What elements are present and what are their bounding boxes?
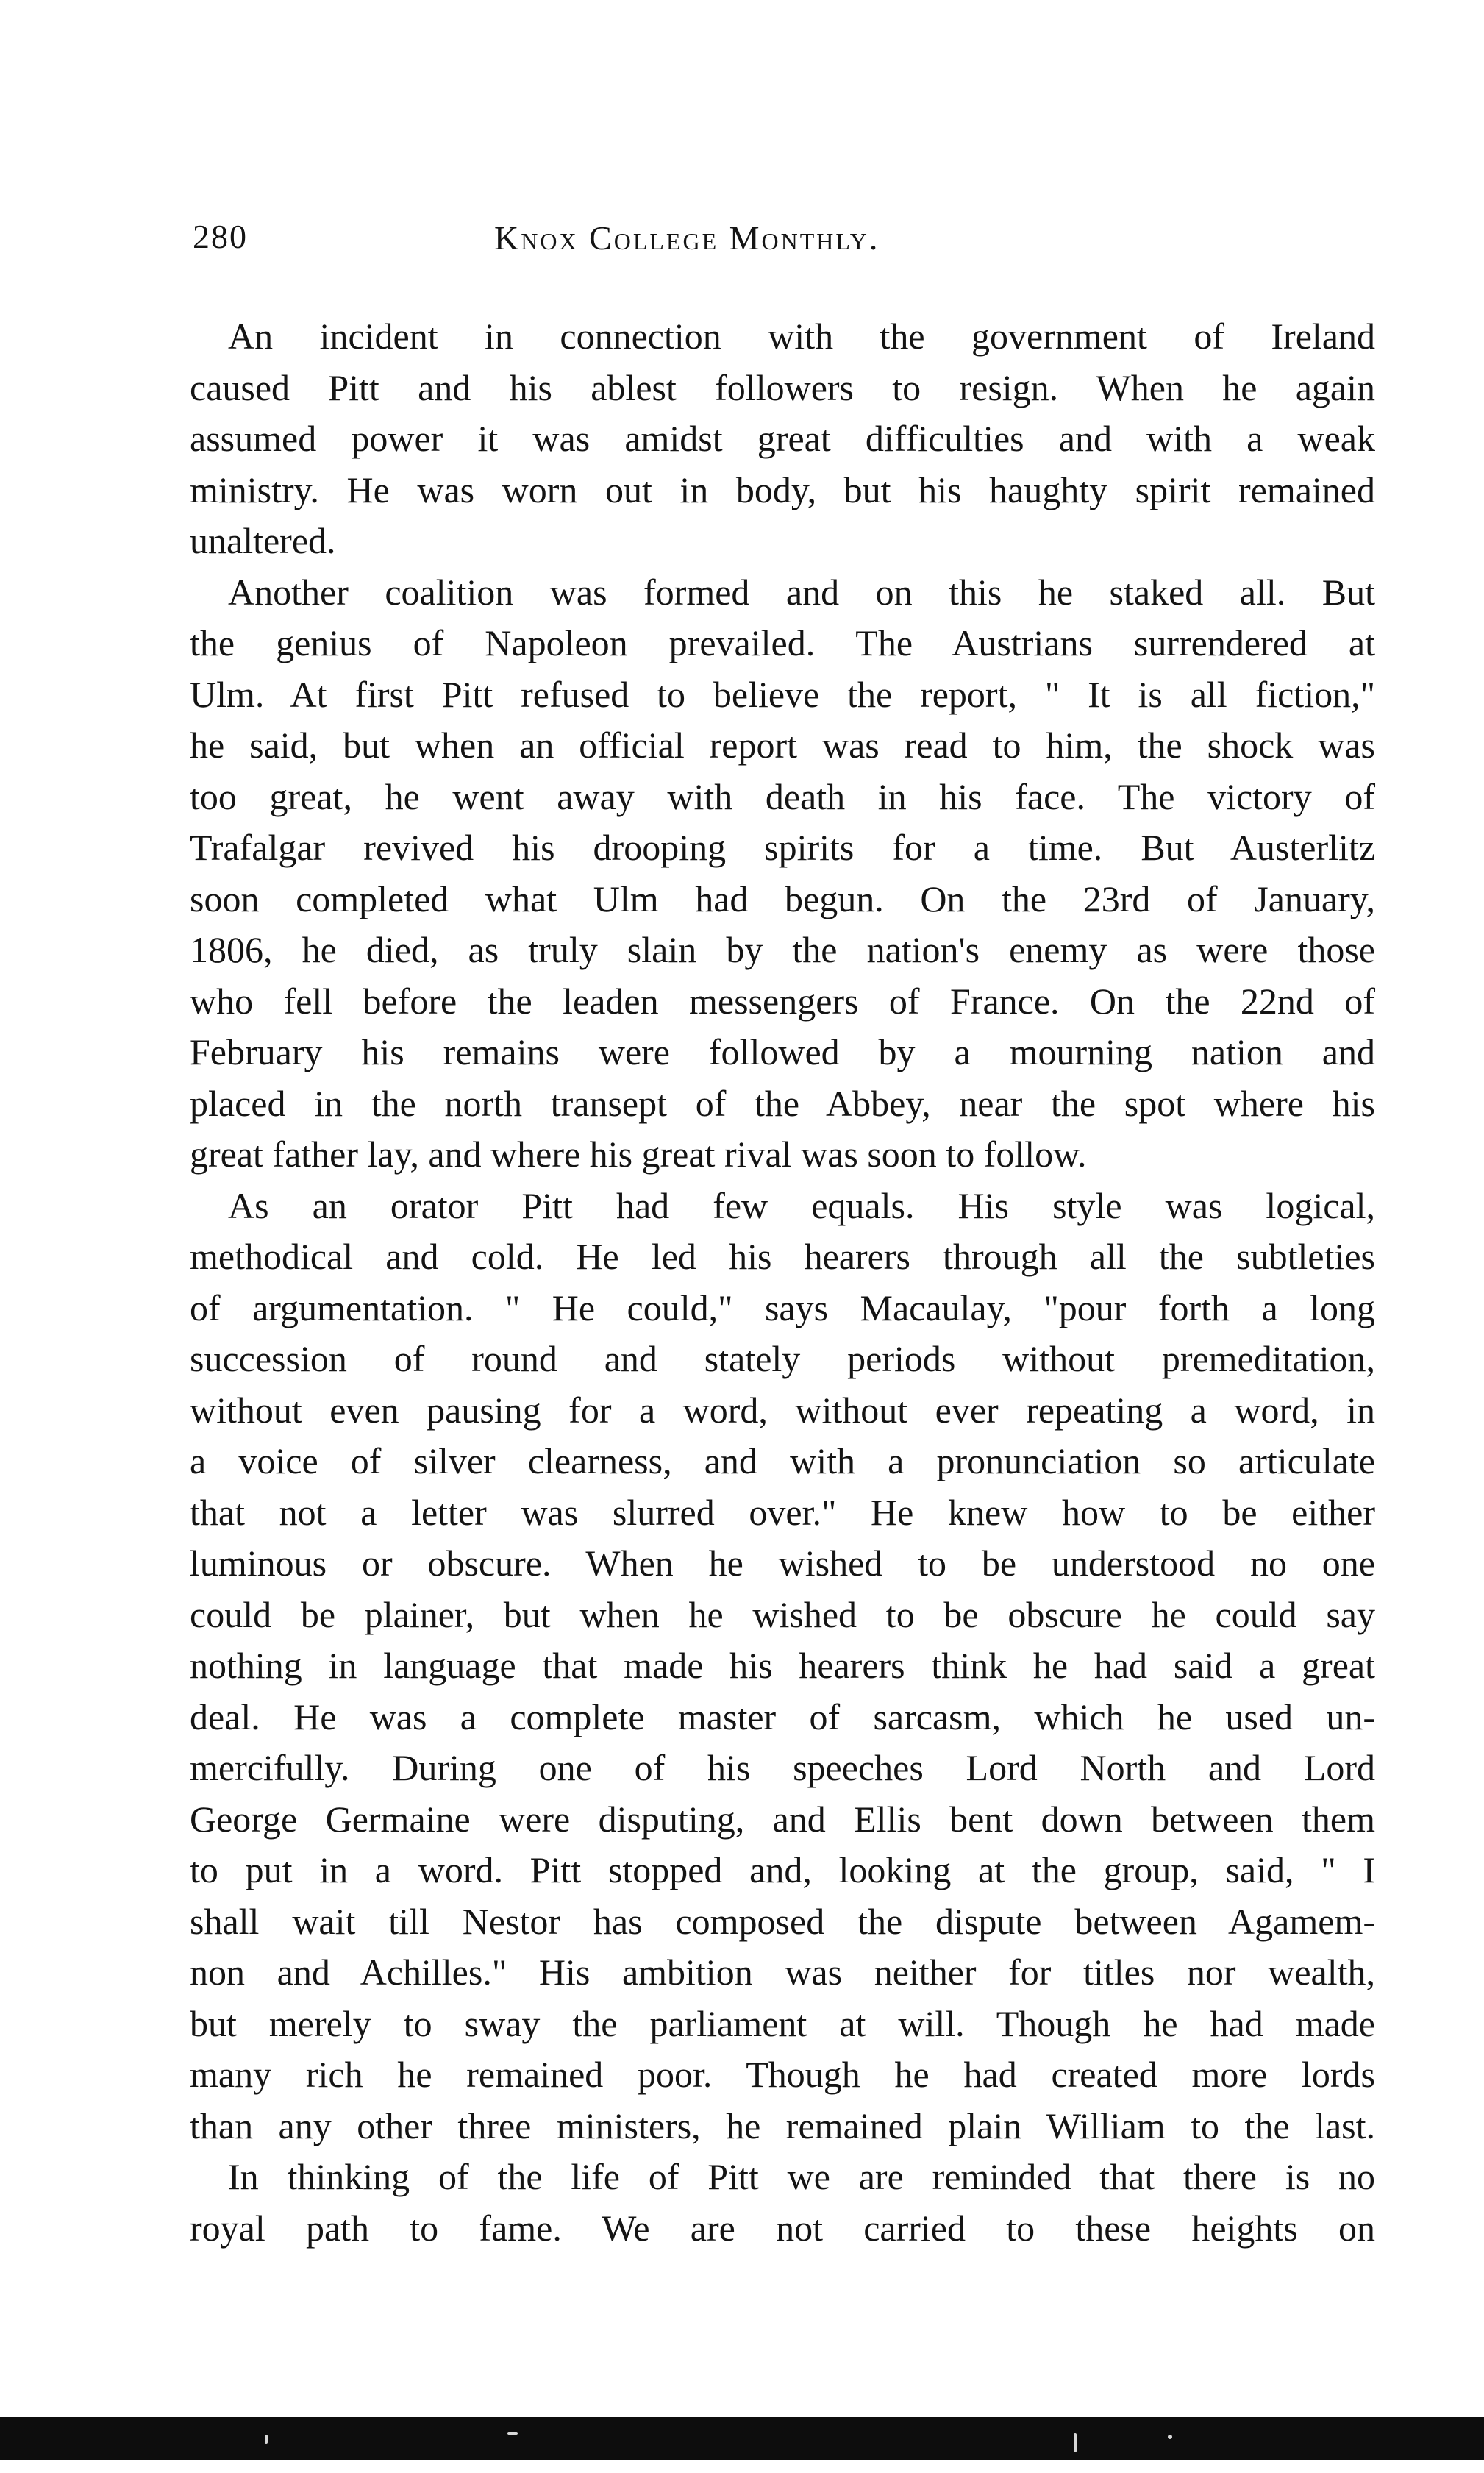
text-line: shall wait till Nestor has composed the dispute between Agamem- (190, 1900, 1375, 1942)
text-line: Another coalition was formed and on this he staked all. But (228, 571, 1375, 613)
text-line: George Germaine were disputing, and Ellis bent down between them (190, 1798, 1375, 1840)
text-line: could be plainer, but when he wished to be obscure he could say (190, 1593, 1375, 1635)
text-line: many rich he remained poor. Though he had created more lords (190, 2054, 1375, 2095)
text-line: to put in a word. Pitt stopped and, looking at the group, said, " I (190, 1849, 1375, 1890)
running-head (193, 217, 1374, 261)
text-line: Ulm. At first Pitt refused to believe the report, " It is all fiction," (190, 673, 1375, 715)
text-line: February his remains were followed by a mourning nation and (190, 1031, 1375, 1072)
text-line: mercifully. During one of his speeches Lord North and Lord (190, 1747, 1375, 1788)
text-line: than any other three ministers, he remained plain William to the last. (190, 2104, 1375, 2146)
text-line: too great, he went away with death in his face. The victory of (190, 775, 1375, 817)
text-line: nothing in language that made his hearers think he had said a great (190, 1645, 1375, 1686)
scan-speck (1074, 2433, 1077, 2452)
text-line: but merely to sway the parliament at will. Though he had made (190, 2002, 1375, 2044)
text-line: placed in the north transept of the Abbey, near the spot where his (190, 1082, 1375, 1124)
text-line: 1806, he died, as truly slain by the nation's enemy as were those (190, 929, 1375, 970)
text-line: the genius of Napoleon prevailed. The Austrians surrendered at (190, 622, 1375, 663)
journal-title: Knox College Monthly. (494, 219, 880, 257)
text-line: In thinking of the life of Pitt we are reminded that there is no (228, 2156, 1375, 2197)
text-line: of argumentation. " He could," says Macaulay, "pour forth a long (190, 1287, 1375, 1328)
text-line: assumed power it was amidst great difficulties and with a weak (190, 418, 1375, 459)
text-line: he said, but when an official report was read to him, the shock was (190, 725, 1375, 766)
scan-speck (265, 2435, 268, 2444)
text-line: Trafalgar revived his drooping spirits for a time. But Austerlitz (190, 827, 1375, 868)
text-line: caused Pitt and his ablest followers to resign. When he again (190, 366, 1375, 408)
text-line: unaltered. (190, 520, 336, 561)
text-line: without even pausing for a word, without ever repeating a word, in (190, 1389, 1375, 1431)
text-line: that not a letter was slurred over." He knew how to be either (190, 1491, 1375, 1533)
text-line: ministry. He was worn out in body, but his haughty spirit remained (190, 469, 1375, 510)
text-line: methodical and cold. He led his hearers through all the subtleties (190, 1236, 1375, 1277)
body-text (190, 311, 1375, 2254)
text-line: a voice of silver clearness, and with a pronunciation so articulate (190, 1440, 1375, 1481)
text-line: royal path to fame. We are not carried to these heights on (190, 2207, 1375, 2249)
text-line: who fell before the leaden messengers of France. On the 22nd of (190, 980, 1375, 1022)
text-line: An incident in connection with the government of Ireland (228, 316, 1375, 357)
text-line: As an orator Pitt had few equals. His style was logical, (228, 1184, 1375, 1226)
scan-speck (1168, 2435, 1172, 2439)
text-line: soon completed what Ulm had begun. On the 23rd of January, (190, 878, 1375, 919)
page-number: 280 (193, 218, 248, 255)
text-line: non and Achilles." His ambition was neither for titles nor wealth, (190, 1951, 1375, 1993)
text-line: great father lay, and where his great rival was soon to follow. (190, 1134, 1087, 1175)
text-line: luminous or obscure. When he wished to be understood no one (190, 1542, 1375, 1584)
scan-edge-bar (0, 2417, 1484, 2460)
text-line: succession of round and stately periods without premeditation, (190, 1338, 1375, 1379)
scan-speck (507, 2432, 518, 2435)
text-line: deal. He was a complete master of sarcasm, which he used un- (190, 1695, 1375, 1737)
